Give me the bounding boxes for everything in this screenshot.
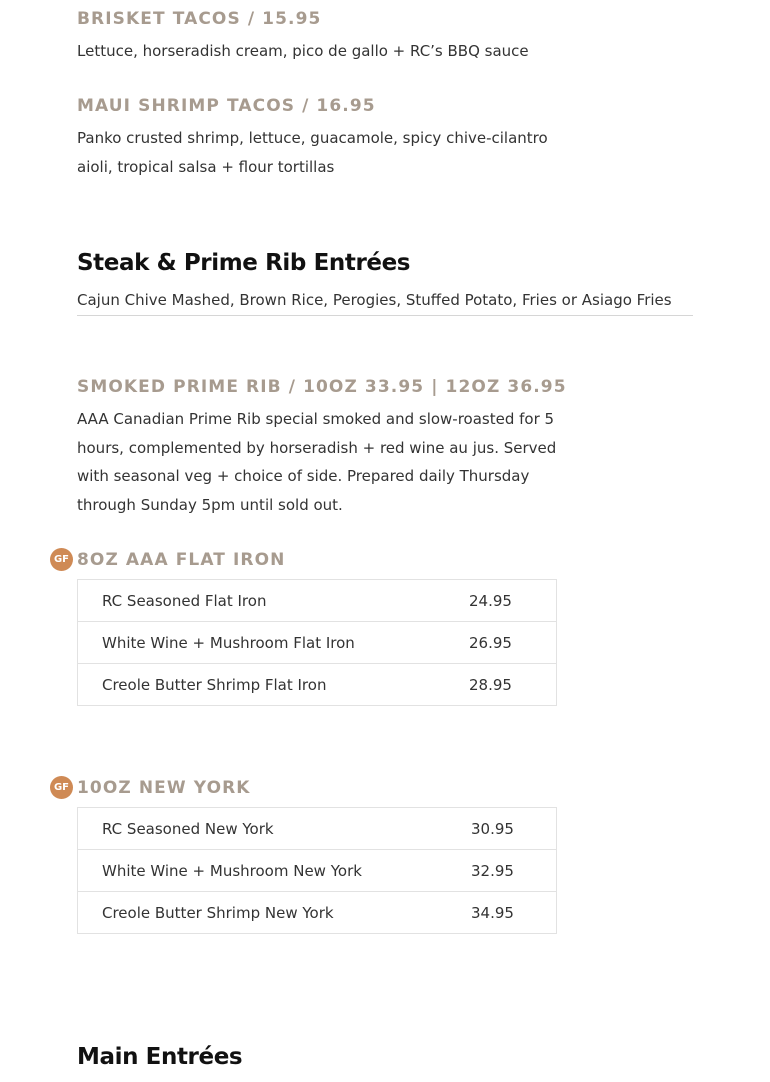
- table-row: [78, 808, 556, 849]
- menu-item-description: Panko crusted shrimp, lettuce, guacamole, spicy chive-cilantro aioli, tropical salsa + flour tortillas: [77, 129, 548, 176]
- table-row: [78, 891, 556, 933]
- row-item-price: 24.95: [469, 591, 512, 610]
- table-row: [78, 580, 556, 621]
- row-item-name: White Wine + Mushroom New York: [102, 861, 362, 880]
- row-item-name: Creole Butter Shrimp New York: [102, 903, 334, 922]
- section-sides-note: Cajun Chive Mashed, Brown Rice, Perogies, Stuffed Potato, Fries or Asiago Fries: [77, 291, 693, 316]
- gluten-free-badge: GF: [50, 776, 73, 799]
- menu-item-description: AAA Canadian Prime Rib special smoked and slow-roasted for 5 hours, complemented by horseradish + red wine au jus. Served with seasonal veg + choice of side. Prepared daily Thursday through Sunday 5pm until sold out.: [77, 410, 557, 515]
- section-title: Main Entrées: [77, 1044, 243, 1070]
- row-item-price: 28.95: [469, 675, 512, 694]
- menu-item-title: 8OZ AAA FLAT IRON: [77, 550, 286, 570]
- row-item-price: 26.95: [469, 633, 512, 652]
- menu-item-title: MAUI SHRIMP TACOS / 16.95: [77, 96, 376, 116]
- row-item-name: White Wine + Mushroom Flat Iron: [102, 633, 355, 652]
- row-item-name: Creole Butter Shrimp Flat Iron: [102, 675, 327, 694]
- table-row: [78, 849, 556, 891]
- gluten-free-badge: GF: [50, 548, 73, 571]
- table-row: [78, 621, 556, 663]
- menu-item-description: Lettuce, horseradish cream, pico de gallo + RC’s BBQ sauce: [77, 42, 529, 60]
- menu-item-title: 10OZ NEW YORK: [77, 778, 251, 798]
- section-title: Steak & Prime Rib Entrées: [77, 250, 411, 276]
- price-table: [77, 807, 557, 934]
- price-table: [77, 579, 557, 706]
- row-item-price: 32.95: [471, 861, 514, 880]
- menu-item-title: SMOKED PRIME RIB / 10OZ 33.95 | 12OZ 36.95: [77, 377, 567, 397]
- row-item-price: 30.95: [471, 819, 514, 838]
- menu-item-title: BRISKET TACOS / 15.95: [77, 9, 322, 29]
- row-item-name: RC Seasoned Flat Iron: [102, 591, 267, 610]
- row-item-price: 34.95: [471, 903, 514, 922]
- row-item-name: RC Seasoned New York: [102, 819, 274, 838]
- table-row: [78, 663, 556, 705]
